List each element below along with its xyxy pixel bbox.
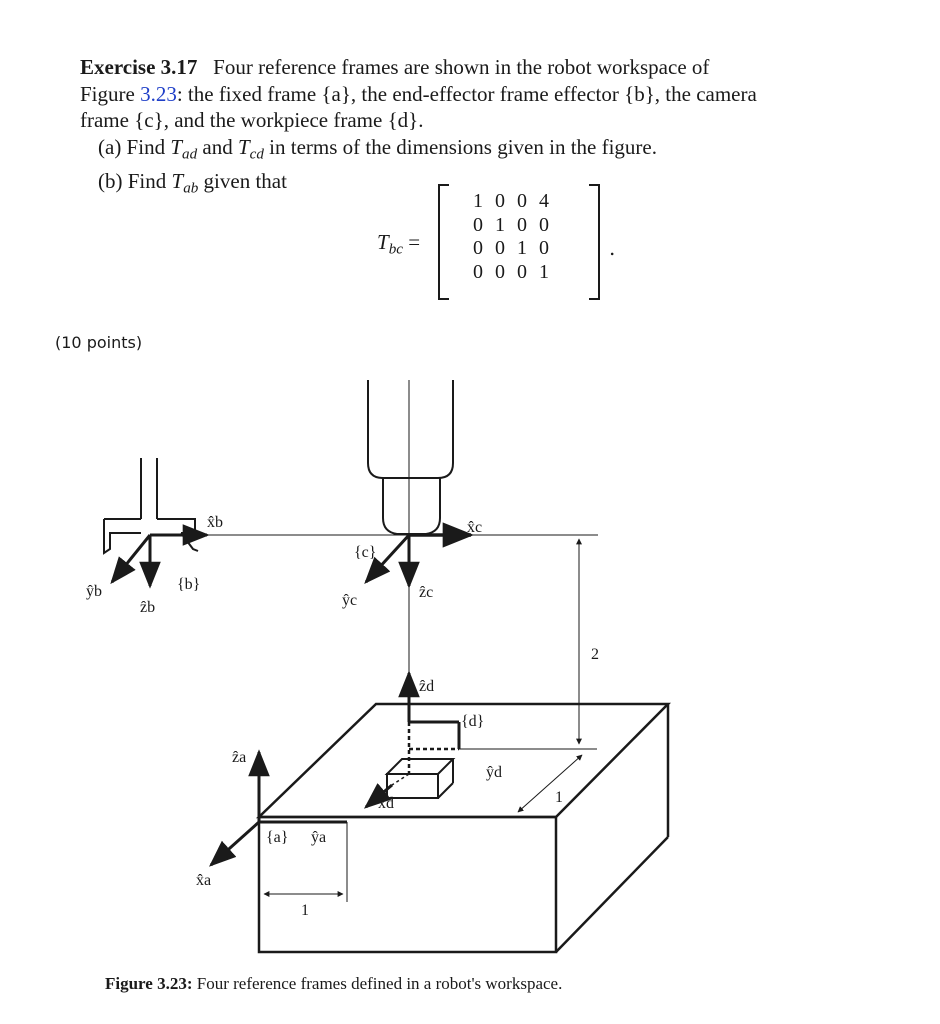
matrix-cell: 0 (517, 213, 527, 236)
workpiece-d (387, 759, 453, 798)
camera-c (368, 380, 453, 534)
matrix-cell: 1 (473, 190, 483, 212)
b-y-axis (112, 535, 150, 582)
label-dim-1-bottom: 1 (301, 902, 309, 919)
matrix-cell: 0 (495, 237, 505, 259)
table-box (259, 704, 668, 952)
label-xc: x̂c (467, 519, 483, 536)
label-zb: ẑb (140, 599, 156, 616)
exercise-text (80, 54, 880, 202)
label-xa: x̂a (196, 872, 212, 889)
matrix-cell: 0 (495, 190, 505, 212)
figure-word: Figure (80, 81, 135, 106)
label-dim-2: 2 (591, 646, 599, 663)
matrix-equals: = (408, 230, 421, 254)
matrix-grid (467, 190, 555, 284)
matrix-cell: 0 (473, 237, 483, 259)
label-zd: ẑd (419, 678, 435, 695)
matrix-label-sub: bc (388, 241, 403, 258)
label-dim-1-side: 1 (555, 789, 563, 806)
exercise-line-2 (80, 81, 880, 108)
matrix-label (377, 230, 420, 259)
matrix-left-bracket (438, 184, 449, 300)
label-frame-b: {b} (177, 576, 201, 593)
exercise-line-3: frame {c}, and the workpiece frame {d}. (80, 108, 424, 132)
matrix-cell: 1 (539, 260, 549, 283)
part-a-and: and (202, 134, 233, 159)
label-yd: ŷd (486, 764, 502, 781)
matrix-right-bracket (589, 184, 600, 300)
points-label: (10 points) (55, 333, 143, 352)
matrix-cell: 1 (517, 237, 527, 259)
matrix-label-base: T (377, 230, 389, 254)
label-frame-a: {a} (266, 829, 289, 846)
matrix-period: . (609, 236, 616, 260)
workspace-figure (0, 360, 940, 970)
caption-label: Figure 3.23: (105, 974, 193, 993)
label-frame-d: {d} (461, 713, 485, 730)
part-a-t1: T (170, 134, 183, 159)
matrix-cell: 0 (473, 260, 483, 283)
label-zc: ẑc (419, 584, 434, 601)
exercise-line-1 (80, 54, 880, 81)
part-b-prefix: (b) Find (98, 168, 167, 193)
label-za: ẑa (232, 749, 247, 766)
label-yc: ŷc (342, 592, 358, 609)
a-x-axis (211, 822, 259, 865)
exercise-title: Exercise 3.17 (80, 55, 198, 79)
exercise-line1-text: Four reference frames are shown in the robot workspace of (213, 55, 710, 79)
part-a-t2: T (237, 134, 250, 159)
label-yb: ŷb (86, 583, 102, 600)
matrix-cell: 0 (517, 190, 527, 212)
label-ya: ŷa (311, 829, 327, 846)
part-a-prefix: (a) Find (98, 134, 166, 159)
label-xb: x̂b (207, 514, 223, 531)
matrix-cell: 0 (539, 237, 549, 259)
matrix-cell: 1 (495, 213, 505, 236)
matrix-cell: 4 (539, 190, 549, 212)
part-a-t1-sub: ad (182, 146, 198, 163)
caption-text: Four reference frames defined in a robot's workspace. (196, 974, 563, 993)
matrix-cell: 0 (517, 260, 527, 283)
dim-1-side-arrow (518, 755, 582, 812)
exercise-line2-text: : the fixed frame {a}, the end-effector frame effector {b}, the camera (176, 81, 757, 106)
part-a-rest: in terms of the dimensions given in the figure. (269, 134, 657, 159)
figure-reference-link[interactable]: 3.23 (140, 81, 177, 106)
part-b-rest: given that (203, 168, 287, 193)
figure-caption (105, 974, 562, 994)
matrix-cell: 0 (539, 213, 549, 236)
matrix-cell: 0 (473, 213, 483, 236)
part-b-t: T (171, 168, 184, 193)
part-b-t-sub: ab (183, 180, 199, 197)
part-a (80, 134, 880, 168)
part-a-t2-sub: cd (249, 146, 264, 163)
label-xd: x̂d (378, 795, 394, 812)
matrix-cell: 0 (495, 260, 505, 283)
label-frame-c: {c} (354, 544, 377, 561)
